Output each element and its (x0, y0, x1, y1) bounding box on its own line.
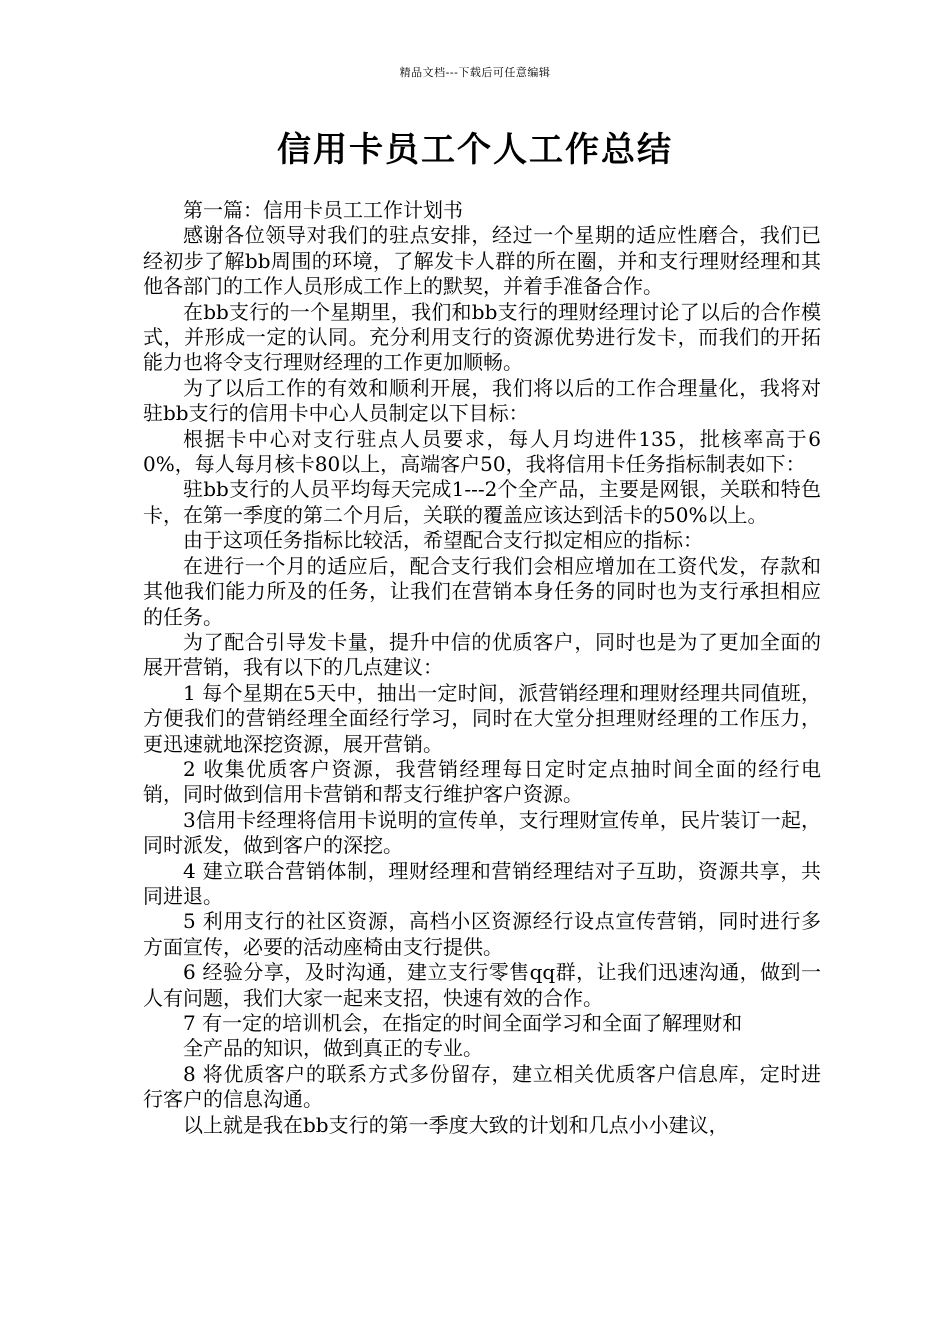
paragraph: 为了配合引导发卡量，提升中信的优质客户，同时也是为了更加全面的展开营销，我有以下的几点建议： (143, 629, 821, 680)
paragraph: 3信用卡经理将信用卡说明的宣传单，支行理财宣传单，民片装订一起，同时派发，做到客户的深挖。 (143, 807, 821, 858)
paragraph: 在进行一个月的适应后，配合支行我们会相应增加在工资代发，存款和其他我们能力所及的任务，让我们在营销本身任务的同时也为支行承担相应的任务。 (143, 553, 821, 629)
paragraph: 6 经验分享，及时沟通，建立支行零售qq群，让我们迅速沟通，做到一人有问题，我们大家一起来支招，快速有效的合作。 (143, 960, 821, 1010)
paragraph: 在bb支行的一个星期里，我们和bb支行的理财经理讨论了以后的合作模式，并形成一定的认同。充分利用支行的资源优势进行发卡，而我们的开拓能力也将令支行理财经理的工作更加顺畅。 (143, 299, 821, 375)
document-body (143, 198, 821, 1138)
paragraph: 4 建立联合营销体制，理财经理和营销经理结对子互助，资源共享，共同进退。 (143, 858, 821, 908)
paragraph: 根据卡中心对支行驻点人员要求，每人月均进件135，批核率高于60%，每人每月核卡80以上，高端客户50，我将信用卡任务指标制表如下： (143, 426, 821, 477)
paragraph: 感谢各位领导对我们的驻点安排，经过一个星期的适应性磨合，我们已经初步了解bb周围的环境，了解发卡人群的所在圈，并和支行理财经理和其他各部门的工作人员形成工作上的默契，并着手准备合作。 (143, 223, 821, 299)
paragraph: 第一篇：信用卡员工工作计划书 (183, 198, 463, 222)
paragraph: 驻bb支行的人员平均每天完成1---2个全产品，主要是网银，关联和特色卡，在第一季度的第二个月后，关联的覆盖应该达到活卡的50%以上。 (143, 477, 821, 527)
page-header-note: 精品文档---下载后可任意编辑 (399, 66, 551, 79)
paragraph: 7 有一定的培训机会，在指定的时间全面学习和全面了解理财和 (183, 1011, 743, 1035)
document-title: 信用卡员工个人工作总结 (277, 130, 673, 170)
paragraph: 全产品的知识，做到真正的专业。 (183, 1036, 483, 1061)
paragraph: 1 每个星期在5天中，抽出一定时间，派营销经理和理财经理共同值班，方便我们的营销经理全面经行学习，同时在大堂分担理财经理的工作压力，更迅速就地深挖资源，展开营销。 (143, 680, 821, 756)
paragraph: 以上就是我在bb支行的第一季度大致的计划和几点小小建议， (183, 1112, 729, 1137)
paragraph: 由于这项任务指标比较活，希望配合支行拟定相应的指标： (183, 528, 703, 553)
paragraph: 8 将优质客户的联系方式多份留存，建立相关优质客户信息库，定时进行客户的信息沟通。 (143, 1061, 821, 1112)
paragraph: 2 收集优质客户资源，我营销经理每日定时定点抽时间全面的经行电销，同时做到信用卡营销和帮支行维护客户资源。 (143, 756, 821, 807)
paragraph: 5 利用支行的社区资源，高档小区资源经行设点宣传营销，同时进行多方面宣传，必要的活动座椅由支行提供。 (143, 909, 821, 959)
paragraph: 为了以后工作的有效和顺利开展，我们将以后的工作合理量化，我将对驻bb支行的信用卡中心人员制定以下目标： (143, 375, 821, 426)
